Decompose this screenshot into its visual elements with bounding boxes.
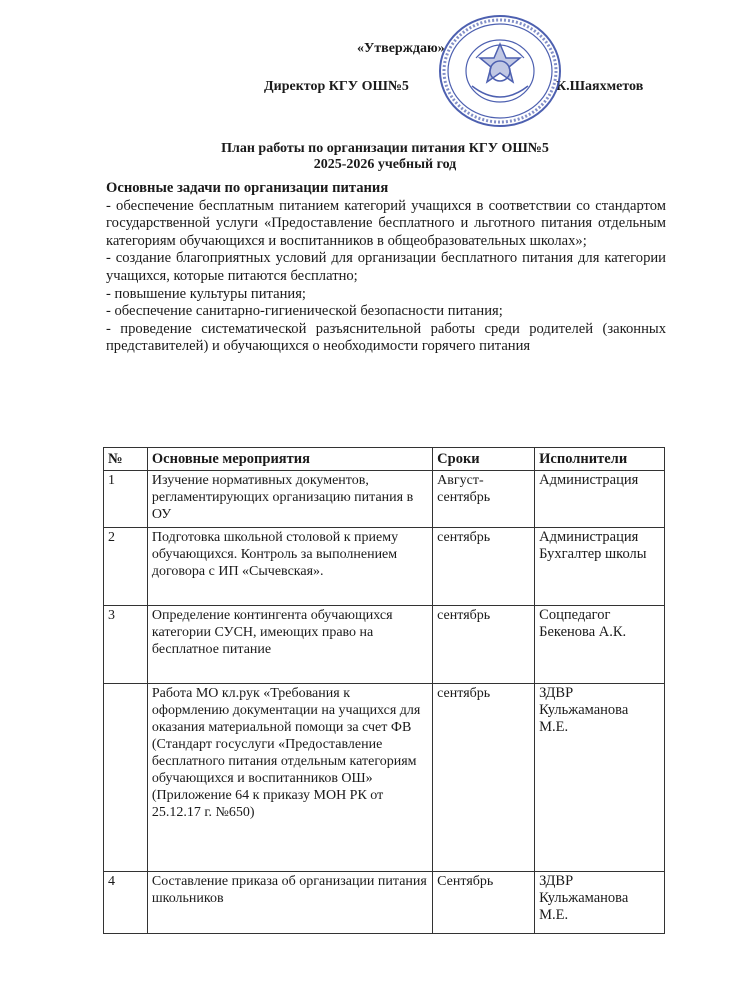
plan-title (150, 141, 620, 173)
row-num: 1 (104, 471, 148, 528)
task-item: - обеспечение бесплатным питанием категорий учащихся в соответствии со стандартом государственной услуги «Предоставление бесплатного и льготного питания отдельным категориям обучающихся и воспитанников в общеобразовательных школах»; (106, 197, 666, 249)
activities-table (103, 447, 665, 934)
row-exec: ЗДВР Кульжаманова М.Е. (535, 872, 665, 934)
director-title: Директор КГУ ОШ№5 (264, 79, 409, 94)
approval-label: «Утверждаю» (357, 41, 445, 56)
official-seal-icon (436, 12, 564, 130)
row-date: сентябрь (433, 528, 535, 606)
row-activity: Изучение нормативных документов, регламентирующих организацию питания в ОУ (147, 471, 432, 528)
row-activity: Составление приказа об организации питания школьников (147, 872, 432, 934)
row-exec: Администрация (535, 471, 665, 528)
tasks-heading: Основные задачи по организации питания (106, 180, 389, 196)
task-item: - создание благоприятных условий для организации бесплатного питания для категории учащихся, которые питаются бесплатно; (106, 250, 666, 284)
row-num (104, 684, 148, 872)
director-name: К.Шаяхметов (556, 79, 644, 94)
row-num: 3 (104, 606, 148, 684)
tasks-section (106, 180, 666, 356)
plan-title-line1: План работы по организации питания КГУ ОШ№5 (221, 141, 549, 156)
table-row (104, 872, 665, 934)
row-num: 4 (104, 872, 148, 934)
row-date: сентябрь (433, 606, 535, 684)
row-activity: Работа МО кл.рук «Требования к оформлению документации на учащихся для оказания материальной помощи за счет ФВ (Стандарт госуслуги «Предоставление бесплатного питания отдельным категориям обучающихся и воспитанников ОШ» (Приложение 64 к приказу МОН РК от 25.12.17 г. №650) (147, 684, 432, 872)
task-item: - проведение систематической разъяснительной работы среди родителей (законных представителей) и обучающихся о необходимости горячего питания (106, 320, 666, 355)
table-row (104, 684, 665, 872)
table-row (104, 528, 665, 606)
table-header-row (104, 448, 665, 471)
table-row (104, 471, 665, 528)
row-date: сентябрь (433, 684, 535, 872)
row-exec: Администрация Бухгалтер школы (535, 528, 665, 606)
row-exec: Соцпедагог Бекенова А.К. (535, 606, 665, 684)
task-item: - обеспечение санитарно-гигиенической безопасности питания; (106, 303, 503, 320)
header-dates: Сроки (433, 448, 535, 471)
task-item: - повышение культуры питания; (106, 285, 306, 302)
table-row (104, 606, 665, 684)
row-num: 2 (104, 528, 148, 606)
row-exec: ЗДВР Кульжаманова М.Е. (535, 684, 665, 872)
header-activity: Основные мероприятия (147, 448, 432, 471)
row-date: Сентябрь (433, 872, 535, 934)
header-executors: Исполнители (535, 448, 665, 471)
plan-title-line2: 2025-2026 учебный год (313, 157, 457, 172)
row-activity: Определение контингента обучающихся категории СУСН, имеющих право на бесплатное питание (147, 606, 432, 684)
header-num: № (104, 448, 148, 471)
row-activity: Подготовка школьной столовой к приему обучающихся. Контроль за выполнением договора с ИП «Сычевская». (147, 528, 432, 606)
row-date: Август-сентябрь (433, 471, 535, 528)
